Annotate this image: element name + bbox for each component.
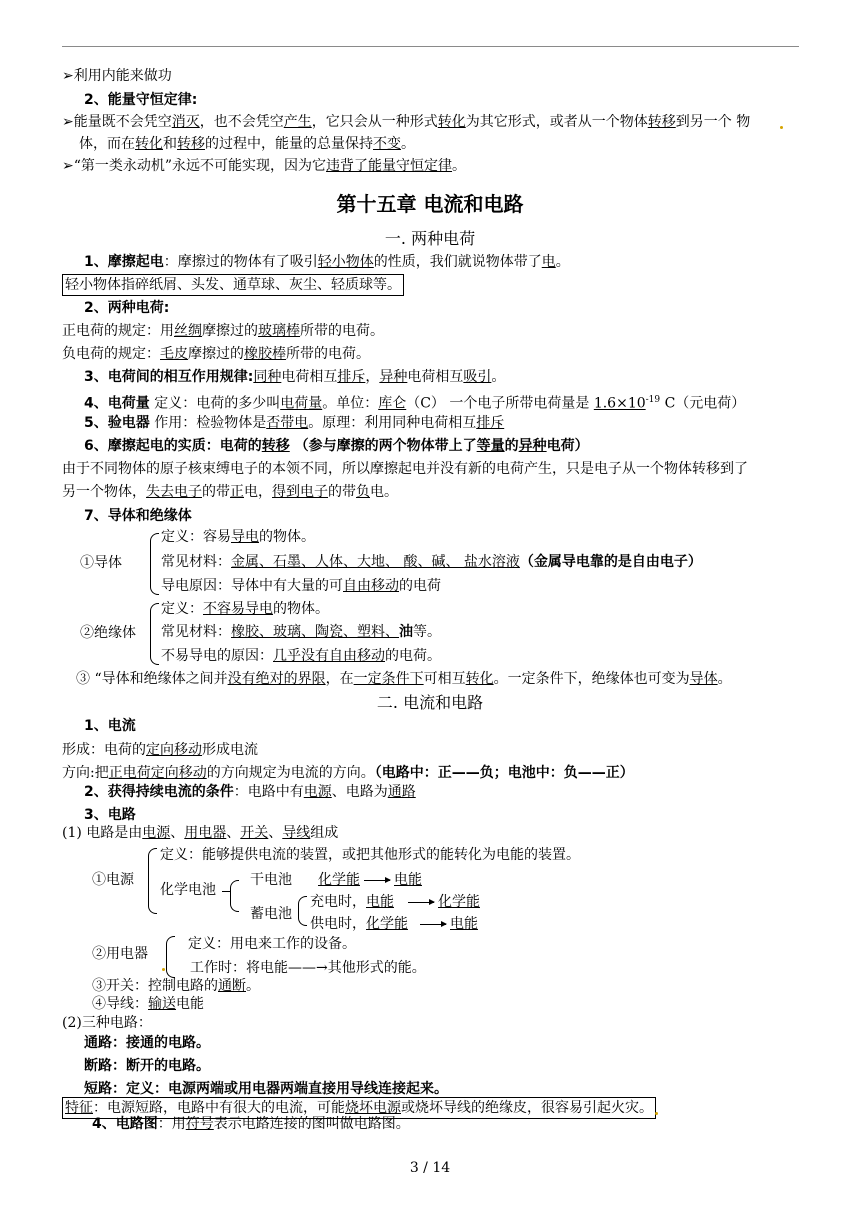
arrow-icon xyxy=(364,880,390,881)
conductor-materials: 常见材料：金属、石墨、人体、大地、 酸、碱、 盐水溶液（金属导电靠的是自由电子） xyxy=(161,554,702,570)
current-formation: 形成：电荷的定向移动形成电流 xyxy=(62,742,258,758)
current-direction: 方向:把正电荷定向移动的方向规定为电流的方向。（电路中：正——负；电池中：负——正） xyxy=(62,765,634,781)
insulator-definition: 定义：不容易导电的物体。 xyxy=(161,601,329,617)
insulator-reason: 不易导电的原因：几乎没有自由移动的电荷。 xyxy=(161,648,441,664)
header-rule xyxy=(62,46,799,47)
storage-battery-label: 蓄电池 xyxy=(250,906,292,922)
dry-cell-label: 干电池 xyxy=(250,872,292,888)
page-number: 3 / 14 xyxy=(409,1160,451,1176)
charging-to: 化学能 xyxy=(438,894,480,910)
conductor-definition: 定义：容易导电的物体。 xyxy=(161,529,315,545)
explanation-line1: 由于不同物体的原子核束缚电子的本领不同，所以摩擦起电并没有新的电荷产生，只是电子从一个物体转移到了 xyxy=(62,461,748,477)
closed-circuit: 通路：接通的电路。 xyxy=(84,1035,210,1051)
switch-line: ③开关：控制电路的通断。 xyxy=(92,978,260,994)
supplying-line: 供电时，化学能 xyxy=(310,916,408,932)
sustained-current-condition: 2、获得持续电流的条件：电路中有电源、电路为通路 xyxy=(84,784,416,800)
power-source-brace xyxy=(148,848,157,914)
electroscope-line: 5、验电器 作用：检验物体是否带电。原理：利用同种电荷相互排斥 xyxy=(84,415,505,431)
heading-circuit: 3、电路 xyxy=(84,807,136,823)
conservation-text-line1: ➢能量既不会凭空消灭，也不会凭空产生，它只会从一种形式转化为其它形式，或者从一个物体转移到另一个 物 xyxy=(62,114,751,130)
charge-quantity-line: 4、电荷量 定义：电荷的多少叫电荷量。单位：库仑（C） 一个电子所带电荷量是 $1.6\times 10^{-19}$ C（元电荷） xyxy=(84,395,746,412)
positive-charge-line: 正电荷的规定：用丝绸摩擦过的玻璃棒所带的电荷。 xyxy=(62,323,384,339)
annotation-dot xyxy=(162,968,165,971)
arrow-icon xyxy=(408,902,434,903)
light-objects-box: 轻小物体指碎纸屑、头发、通草球、灰尘、轻质球等。 xyxy=(62,274,404,296)
open-circuit: 断路：断开的电路。 xyxy=(84,1058,210,1074)
dry-cell-to: 电能 xyxy=(394,872,422,888)
negative-charge-line: 负电荷的规定：毛皮摩擦过的橡胶棒所带的电荷。 xyxy=(62,346,370,362)
short-circuit-feature-box: 特征：电源短路，电路中有很大的电流，可能烧坏电源或烧坏导线的绝缘皮，很容易引起火灾。 xyxy=(62,1097,656,1119)
chemical-battery-label: 化学电池 xyxy=(160,882,216,898)
charging-line: 充电时，电能 xyxy=(310,894,394,910)
section-title-circuits: 二. 电流和电路 xyxy=(376,693,484,712)
storage-battery-brace xyxy=(298,896,307,926)
appliance-definition: 定义：用电来工作的设备。 xyxy=(188,936,356,952)
heading-two-charges: 2、两种电荷: xyxy=(84,300,170,316)
connector-line xyxy=(222,891,230,892)
appliance-working: 工作时：将电能——→其他形式的能。 xyxy=(190,960,426,976)
supplying-to: 电能 xyxy=(450,916,478,932)
short-circuit: 短路：定义：电源两端或用电器两端直接用导线连接起来。 xyxy=(84,1081,448,1097)
circuit-diagram-line: 4、电路图：用符号表示电路连接的图叫做电路图。 xyxy=(92,1116,410,1132)
heading-current: 1、电流 xyxy=(84,718,136,734)
friction-electricity-line: 1、摩擦起电：摩擦过的物体有了吸引轻小物体的性质，我们就说物体带了电。 xyxy=(84,254,570,270)
interaction-law-line: 3、电荷间的相互作用规律:同种电荷相互排斥，异种电荷相互吸引。 xyxy=(84,369,506,385)
bullet-line: ➢利用内能来做功 xyxy=(62,68,172,84)
chapter-title: 第十五章 电流和电路 xyxy=(336,192,524,216)
appliance-brace xyxy=(166,936,175,978)
circuit-composition: (1) 电路是由电源、用电器、开关、导线组成 xyxy=(62,825,339,841)
insulator-materials: 常见材料：橡胶、玻璃、陶瓷、塑料、油等。 xyxy=(161,624,441,640)
friction-essence-line: 6、摩擦起电的实质：电荷的转移 （参与摩擦的两个物体带上了等量的异种电荷） xyxy=(84,438,589,454)
annotation-dot xyxy=(780,126,783,129)
arrow-icon xyxy=(420,924,446,925)
perpetual-motion-line: ➢“第一类永动机”永远不可能实现，因为它违背了能量守恒定律。 xyxy=(62,158,467,174)
conductor-label: ①导体 xyxy=(80,555,122,571)
heading-conductors: 7、导体和绝缘体 xyxy=(84,508,192,524)
insulator-brace xyxy=(150,603,159,665)
conductor-insulator-boundary: ③ “导体和绝缘体之间并没有绝对的界限，在一定条件下可相互转化。一定条件下，绝缘体也可变为导体。 xyxy=(76,671,732,687)
heading-energy-conservation: 2、能量守恒定律: xyxy=(84,92,198,108)
dry-cell-from: 化学能 xyxy=(318,872,360,888)
appliance-label: ②用电器 xyxy=(92,946,148,962)
conductor-reason: 导电原因：导体中有大量的可自由移动的电荷 xyxy=(161,578,441,594)
power-source-definition: 定义：能够提供电流的装置，或把其他形式的能转化为电能的装置。 xyxy=(160,847,580,863)
power-source-label: ①电源 xyxy=(92,872,134,888)
section-title-charges: 一. 两种电荷 xyxy=(384,229,476,248)
explanation-line2: 另一个物体，失去电子的带正电，得到电子的带负电。 xyxy=(62,484,398,500)
wire-line: ④导线：输送电能 xyxy=(92,996,204,1012)
conductor-brace xyxy=(150,533,159,595)
three-circuits-heading: (2)三种电路： xyxy=(62,1015,152,1031)
conservation-text-line2: 体，而在转化和转移的过程中，能量的总量保持不变。 xyxy=(79,136,415,152)
chemical-battery-brace xyxy=(230,880,239,912)
insulator-label: ②绝缘体 xyxy=(80,625,136,641)
annotation-dot xyxy=(655,1112,658,1115)
